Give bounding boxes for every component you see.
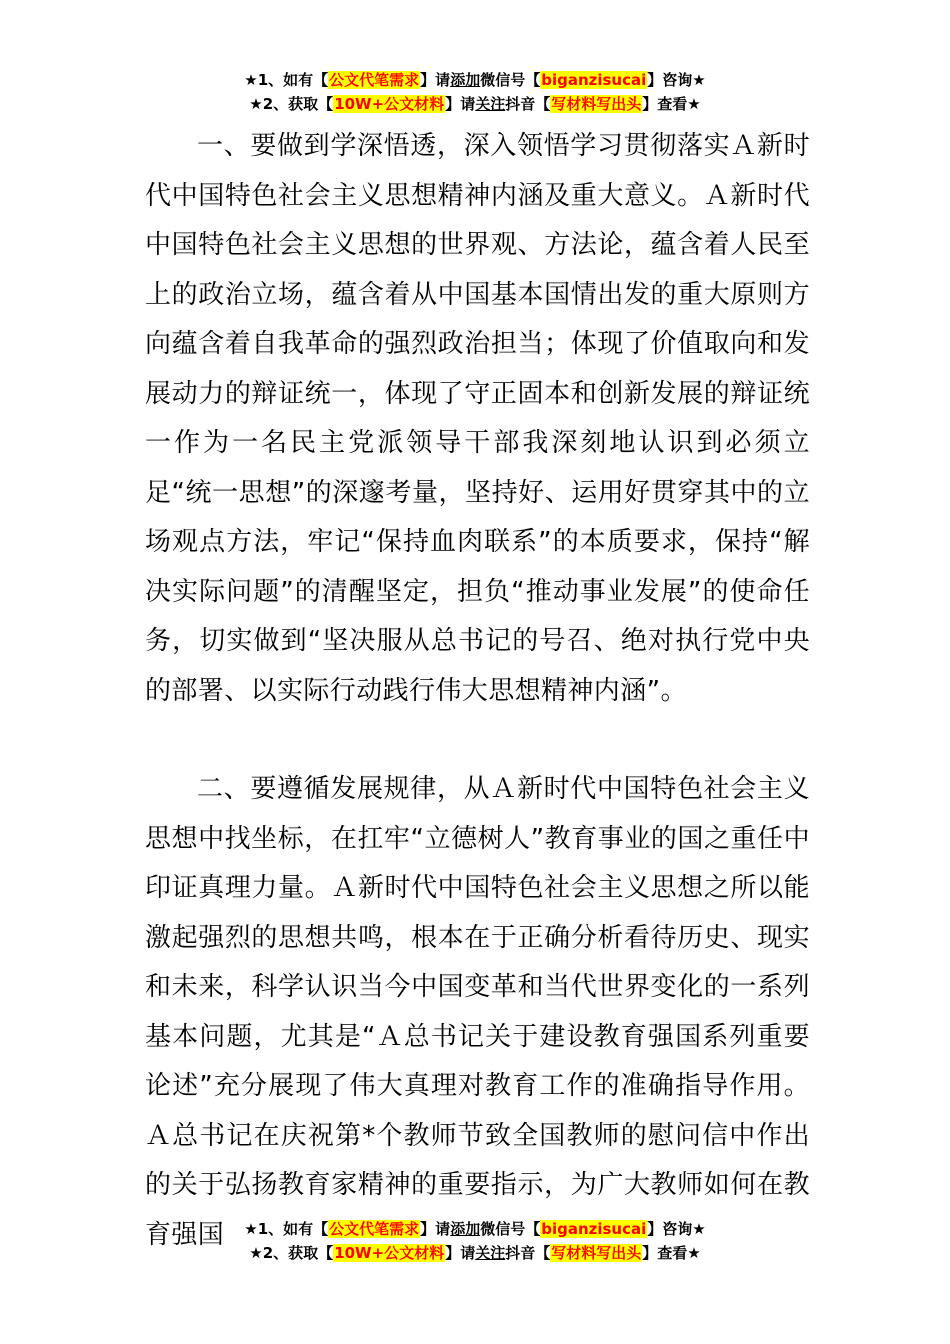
header-banner (0, 68, 950, 116)
highlight-materials: 10W+公文材料 (334, 1244, 445, 1262)
highlight-service: 公文代笔需求 (329, 71, 420, 89)
banner-line-2: ★2、获取【10W+公文材料】请关注抖音【写材料写出头】查看★ (249, 95, 701, 113)
highlight-wechat-id: biganzisucai (541, 1220, 647, 1238)
footer-banner (0, 1217, 950, 1265)
highlight-wechat-id: biganzisucai (541, 71, 647, 89)
highlight-materials: 10W+公文材料 (334, 95, 445, 113)
document-body (145, 122, 810, 1260)
banner-line-1: ★1、如有【公文代笔需求】请添加微信号【biganzisucai】咨询★ (244, 1220, 706, 1238)
paragraph-1: 一、要做到学深悟透，深入领悟学习贯彻落实Ａ新时代中国特色社会主义思想精神内涵及重大意义。Ａ新时代中国特色社会主义思想的世界观、方法论，蕴含着人民至上的政治立场，蕴含着从中国基本国情出发的重大原则方向蕴含着自我革命的强烈政治担当；体现了价值取向和发展动力的辩证统一，体现了守正固本和创新发展的辩证统一作为一名民主党派领导干部我深刻地认识到必须立足“统一思想”的深邃考量，坚持好、运用好贯穿其中的立场观点方法，牢记“保持血肉联系”的本质要求，保持“解决实际问题”的清醒坚定，担负“推动事业发展”的使命任务，切实做到“坚决服从总书记的号召、绝对执行党中央的部署、以实际行动践行伟大思想精神内涵”。 (145, 131, 810, 706)
banner-line-2: ★2、获取【10W+公文材料】请关注抖音【写材料写出头】查看★ (249, 1244, 701, 1262)
highlight-douyin-account: 写材料写出头 (551, 1244, 642, 1262)
highlight-douyin-account: 写材料写出头 (551, 95, 642, 113)
paragraph-2: 二、要遵循发展规律，从Ａ新时代中国特色社会主义思想中找坐标，在扛牢“立德树人”教育事业的国之重任中印证真理力量。Ａ新时代中国特色社会主义思想之所以能激起强烈的思想共鸣，根本在于正确分析看待历史、现实和未来，科学认识当今中国变革和当代世界变化的一系列基本问题，尤其是“Ａ总书记关于建设教育强国系列重要论述”充分展现了伟大真理对教育工作的准确指导作用。Ａ总书记在庆祝第*个教师节致全国教师的慰问信中作出的关于弘扬教育家精神的重要指示，为广大教师如何在教育强国 (145, 774, 810, 1250)
banner-line-1: ★1、如有【公文代笔需求】请添加微信号【biganzisucai】咨询★ (244, 71, 706, 89)
highlight-service: 公文代笔需求 (329, 1220, 420, 1238)
